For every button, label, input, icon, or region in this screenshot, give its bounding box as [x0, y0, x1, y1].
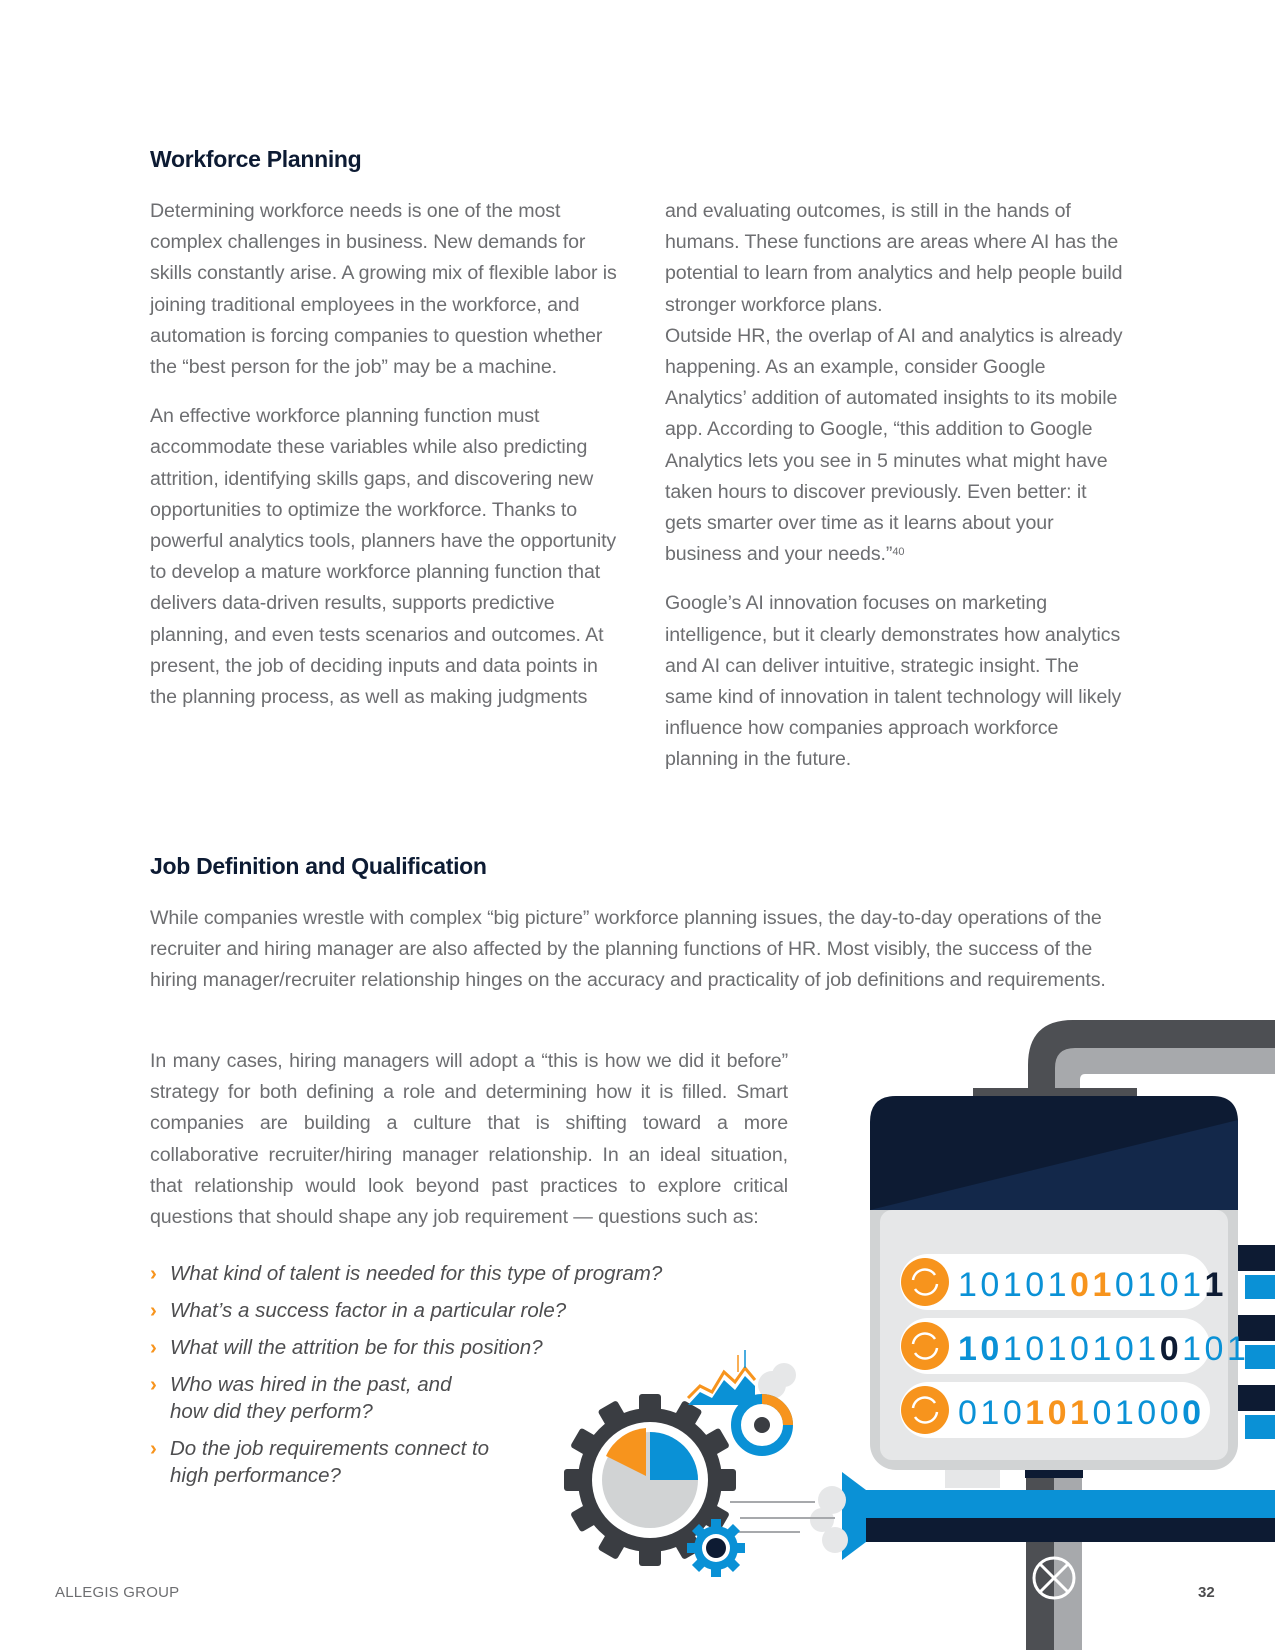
- job-def-paragraph: While companies wrestle with complex “big picture” workforce planning issues, the day-to-day operations of the recruiter and hiring manager are also affected by the planning functions of HR. Most visibly, the success of the hiring manager/recruiter relationship hinges on the accuracy and practicality of job definitions and requirements.: [150, 907, 1106, 992]
- binary-digits: 0: [1182, 1394, 1205, 1432]
- binary-text: [958, 1330, 1249, 1368]
- pipe-junction-dark: [1026, 1518, 1082, 1542]
- workforce-paragraph: Determining workforce needs is one of the most complex challenges in business. New demands for skills constantly arise. A growing mix of flexible labor is joining traditional employees in the workforce, and automation is forcing companies to question whether the “best person for the job” may be a machine.: [150, 200, 617, 379]
- pipe-junction-blue: [1026, 1490, 1082, 1518]
- small-gear-icon: [687, 1519, 745, 1577]
- side-connector: [1245, 1415, 1275, 1439]
- area-chart-icon: [688, 1350, 755, 1405]
- chevron-right-icon: ›: [150, 1336, 157, 1359]
- binary-digits: 0100: [1092, 1394, 1183, 1432]
- question-text: Do the job requirements connect to high performance?: [170, 1437, 490, 1487]
- binary-digits: 010: [958, 1394, 1026, 1432]
- machine-foot-dark: [1025, 1470, 1083, 1478]
- binary-digits: 01: [1070, 1266, 1115, 1304]
- question-text: Who was hired in the past, and how did they perform?: [170, 1373, 452, 1423]
- binary-digits: 10101: [958, 1266, 1071, 1304]
- question-text: What will the attrition be for this position?: [170, 1336, 543, 1359]
- section-heading-job-definition: Job Definition and Qualification: [150, 853, 487, 879]
- workforce-paragraph: An effective workforce planning function must accommodate these variables while also predicting attrition, identifying skills gaps, and discovering new opportunities to optimize the workforce. Thanks to powerful analytics tools, planners have the opportunity to develop a mature workforce planning function that delivers data-driven results, supports predictive planning, and even tests scenarios and outcomes. At present, the job of deciding inputs and data points in the planning process, as well as making judgments: [150, 405, 617, 709]
- footer-company: ALLEGIS GROUP: [55, 1584, 180, 1601]
- chevron-right-icon: ›: [150, 1437, 157, 1460]
- donut-chart-icon: [736, 1399, 788, 1451]
- refresh-icon: [901, 1322, 949, 1370]
- question-text: What kind of talent is needed for this type of program?: [170, 1262, 663, 1285]
- workforce-paragraph: and evaluating outcomes, is still in the hands of humans. These functions are areas where AI has the potential to learn from analytics and help people build stronger workforce plans.: [665, 200, 1123, 316]
- workforce-paragraph: Google’s AI innovation focuses on marketing intelligence, but it clearly demonstrates how analytics and AI can deliver intuitive, strategic insight. The same kind of innovation in talent technology will likely influence how companies approach workforce planning in the future.: [665, 592, 1122, 771]
- question-text: What’s a success factor in a particular role?: [170, 1299, 567, 1322]
- binary-digits: 0101: [1114, 1266, 1205, 1304]
- side-connector: [1238, 1385, 1275, 1411]
- binary-digits: 10: [958, 1330, 1003, 1368]
- binary-digits: 0: [1159, 1330, 1183, 1368]
- chevron-right-icon: ›: [150, 1299, 157, 1322]
- refresh-icon: [901, 1386, 949, 1434]
- chevron-right-icon: ›: [150, 1373, 157, 1396]
- footnote-reference: 40: [892, 546, 905, 559]
- side-connector: [1245, 1345, 1275, 1369]
- job-def-paragraph: In many cases, hiring managers will adopt a “this is how we did it before” strategy for both defining a role and determining how it is filled. Smart companies are building a culture that is shifting toward a more collaborative recruiter/hiring manager relationship. In an ideal situation, that relationship would look beyond past practices to explore critical questions that should shape any job requirement — questions such as:: [150, 1050, 788, 1229]
- side-connector: [1245, 1275, 1275, 1299]
- binary-digits: 1010101: [1002, 1330, 1160, 1368]
- google-quote-text: Outside HR, the overlap of AI and analytics is already happening. As an example, consider Google Analytics’ addition of automated insights to its mobile app. According to Google, “this addition to Google Analytics lets you see in 5 minutes what might have taken hours to discover previously. Even better: it gets smarter over time as it learns about your business and your needs.”: [665, 324, 1123, 566]
- section-heading-workforce-planning: Workforce Planning: [150, 146, 362, 172]
- binary-digits: 101: [1182, 1330, 1250, 1368]
- side-connector: [1238, 1245, 1275, 1271]
- machine-foot: [945, 1470, 1000, 1488]
- smoke-cloud: [758, 1363, 848, 1553]
- binary-text: [958, 1266, 1227, 1304]
- binary-text: [958, 1394, 1205, 1432]
- binary-digits: 1: [1204, 1266, 1227, 1304]
- binary-digits: 101: [1025, 1394, 1093, 1432]
- page-number: 32: [1198, 1584, 1215, 1601]
- chevron-right-icon: ›: [150, 1262, 157, 1285]
- refresh-icon: [901, 1258, 949, 1306]
